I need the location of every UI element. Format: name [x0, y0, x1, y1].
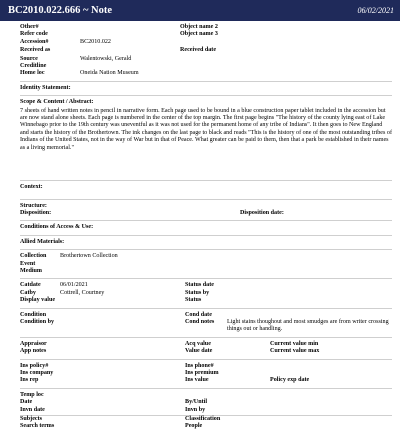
- catby-value: Cottrell, Courtney: [60, 289, 105, 296]
- insurance-section: [20, 360, 392, 389]
- scope-text: 7 sheets of hand written notes in pencil in narrative form. Each page used to be bound in a blue construction paper tablet included in the accession but are now stand alone sheets. Each page is numbered in the center of the top margin. The first page begins "The history of the county lying east of Lake Winnebago prior to the 19th century was uneventful as it was not used for the permanent home of any tribe of Indians". It then goes to New England and starts the history of the Brothertown. The ink changes on the last page to black and reads "This is the history of one of the most outstanding tribes of Indians of the United States, not in the way of War but in that of Peace. What greater can be paid to them, then that a park be established in their names as a living memorial.": [20, 107, 392, 151]
- record-date: 06/02/2021: [357, 6, 394, 15]
- cond-date-label: Cond date: [185, 311, 212, 318]
- status-date-label: Status date: [185, 282, 214, 289]
- status-by-label: Status by: [185, 289, 210, 296]
- current-value-max-label: Current value max: [270, 348, 320, 355]
- misc-section: [20, 389, 392, 431]
- identification-section: [20, 23, 392, 82]
- home-loc-label: Home loc: [20, 70, 45, 77]
- source-label: Source: [20, 55, 38, 62]
- classification-label: Classification: [185, 416, 221, 423]
- accession-value: BC2010.022: [80, 38, 111, 45]
- catby-label: Catby: [20, 289, 36, 296]
- creditline-label: Creditline: [20, 63, 47, 70]
- people-label: People: [185, 423, 203, 430]
- context-label: Context:: [20, 184, 43, 191]
- condition-section: [20, 309, 392, 338]
- cond-notes-value: Light stains thoughout and most smudges are from writer crossing things out or handling.: [227, 318, 389, 333]
- cond-notes-label: Cond notes: [185, 318, 215, 325]
- source-value: Walentowski, Gerald: [80, 55, 132, 62]
- structure-section: [20, 200, 392, 222]
- status-label: Status: [185, 297, 202, 304]
- catdate-value: 06/01/2021: [60, 282, 88, 289]
- acq-value-label: Acq value: [185, 340, 211, 347]
- current-value-min-label: Current value min: [270, 340, 319, 347]
- object-name2-label: Object name 2: [180, 24, 218, 30]
- accession-label: Accession#: [20, 38, 49, 45]
- conditions-label: Conditions of Access & Use:: [20, 224, 94, 231]
- subjects-label: Subjects: [20, 416, 43, 423]
- disposition-label: Disposition:: [20, 209, 52, 216]
- identity-statement-label: Identity Statement:: [20, 84, 71, 91]
- identity-section: [20, 82, 392, 96]
- collection-section: [20, 250, 392, 279]
- scope-label: Scope & Content / Abstract:: [20, 99, 94, 106]
- policy-exp-date-label: Policy exp date: [270, 377, 310, 384]
- ins-premium-label: Ins premium: [185, 370, 219, 376]
- invn-by-label: Invn by: [185, 406, 206, 413]
- structure-label: Structure:: [20, 202, 47, 209]
- medium-label: Medium: [20, 267, 43, 274]
- display-value-label: Display value: [20, 297, 56, 304]
- invn-date-label: Invn date: [20, 406, 45, 413]
- search-terms-label: Search terms: [20, 423, 55, 430]
- catalog-section: [20, 279, 392, 308]
- allied-label: Allied Materials:: [20, 238, 65, 245]
- refer-code-label: Refer code: [20, 31, 48, 38]
- catdate-label: Catdate: [20, 282, 41, 289]
- record-content: [0, 21, 400, 431]
- ins-value-label: Ins value: [185, 377, 209, 384]
- scope-section: [20, 96, 392, 181]
- other-label: Other#: [20, 24, 39, 30]
- app-notes-label: App notes: [20, 348, 47, 355]
- conditions-section: [20, 221, 392, 235]
- appraisor-label: Appraisor: [20, 340, 47, 347]
- record-header: [0, 0, 400, 21]
- condition-label: Condition: [20, 311, 47, 318]
- disposition-date-label: Disposition date:: [240, 209, 284, 216]
- value-date-label: Value date: [185, 348, 213, 355]
- object-name3-label: Object name 3: [180, 31, 218, 38]
- received-date-label: Received date: [180, 47, 217, 54]
- ins-company-label: Ins company: [20, 370, 54, 376]
- ins-phone-label: Ins phone#: [185, 362, 214, 369]
- by-until-label: By/Until: [185, 399, 208, 406]
- condition-by-label: Condition by: [20, 318, 55, 325]
- home-loc-value: Oneida Nation Museum: [80, 70, 139, 77]
- context-section: [20, 181, 392, 199]
- collection-label: Collection: [20, 253, 47, 260]
- received-as-label: Received as: [20, 47, 51, 54]
- record-title: BC2010.022.666 ~ Note: [8, 5, 113, 16]
- appraisal-section: [20, 338, 392, 360]
- temp-loc-label: Temp loc: [20, 391, 44, 398]
- ins-rep-label: Ins rep: [20, 377, 39, 384]
- event-label: Event: [20, 260, 36, 267]
- date-label: Date: [20, 399, 33, 406]
- allied-section: [20, 236, 392, 250]
- ins-policy-label: Ins policy#: [20, 362, 49, 369]
- collection-value: Brothertown Collection: [60, 253, 118, 260]
